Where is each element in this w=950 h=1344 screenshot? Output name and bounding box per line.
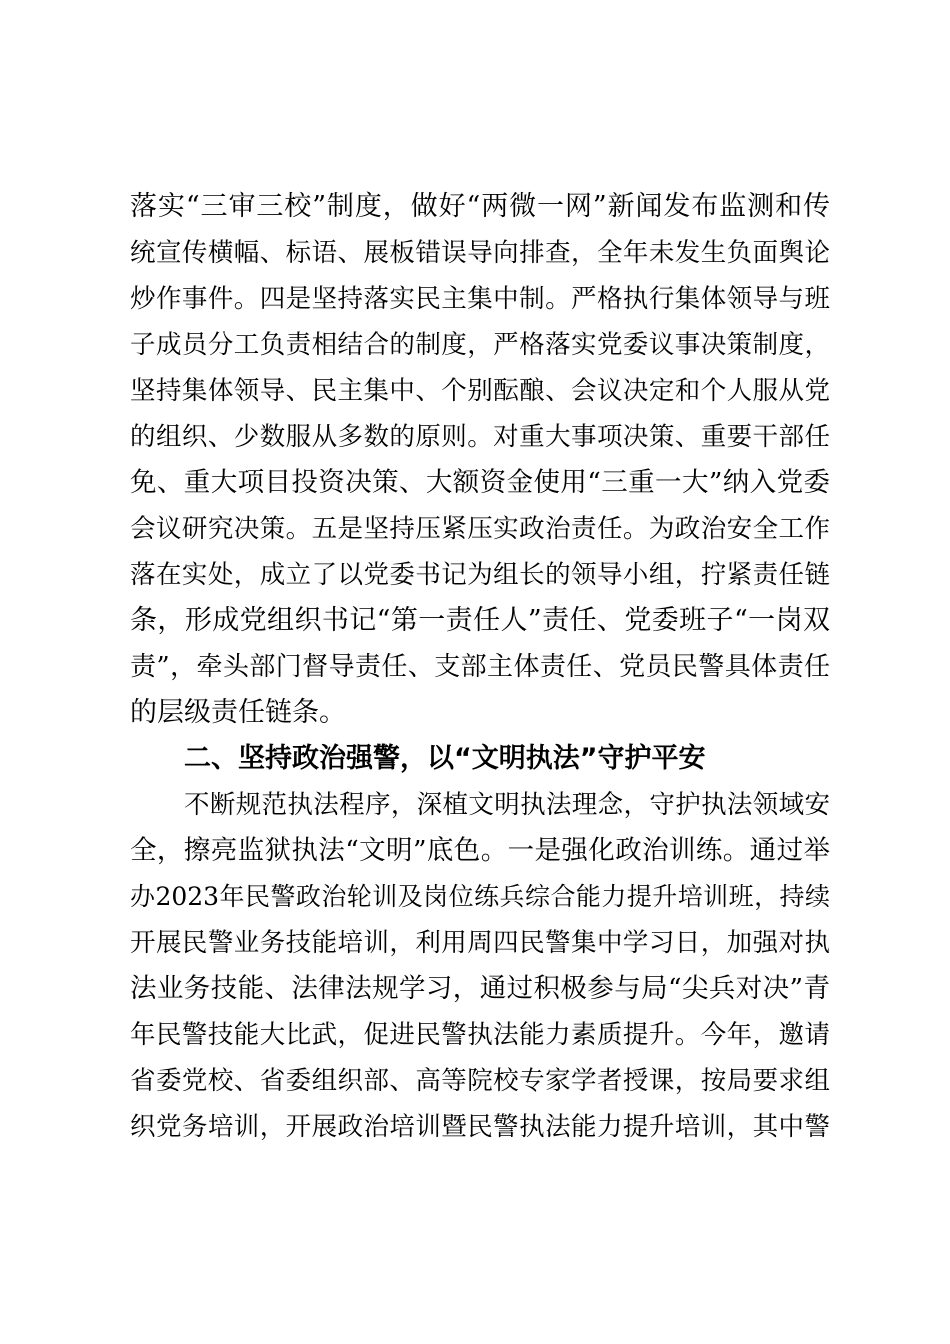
paragraph1-line-12: 的层级责任链条。 <box>130 697 346 728</box>
paragraph1-line-3: 炒作事件。四是坚持落实民主集中制。严格执行集体领导与班 <box>130 284 830 314</box>
paragraph2-line-2: 全，擦亮监狱执法“文明”底色。一是强化政治训练。通过举 <box>130 835 830 866</box>
paragraph2-line-5: 法业务技能、法律法规学习，通过积极参与局“尖兵对决”青 <box>130 973 830 1004</box>
paragraph2-line-4: 开展民警业务技能培训，利用周四民警集中学习日，加强对执 <box>130 928 830 958</box>
paragraph1-line-8: 会议研究决策。五是坚持压紧压实政治责任。为政治安全工作 <box>130 514 830 544</box>
paragraph1-line-11: 责”，牵头部门督导责任、支部主体责任、党员民警具体责任 <box>130 652 830 682</box>
paragraph2-line-8: 织党务培训，开展政治培训暨民警执法能力提升培训，其中警 <box>130 1112 830 1142</box>
paragraph2-line-3: 办2023年民警政治轮训及岗位练兵综合能力提升培训班，持续 <box>130 882 830 911</box>
section-heading-2: 二、坚持政治强警，以“文明执法”守护平安 <box>184 743 706 774</box>
paragraph1-line-6: 的组织、少数服从多数的原则。对重大事项决策、重要干部任 <box>130 422 830 452</box>
paragraph1-line-9: 落在实处，成立了以党委书记为组长的领导小组，拧紧责任链 <box>130 560 830 590</box>
paragraph2-line-6: 年民警技能大比武，促进民警执法能力素质提升。今年，邀请 <box>130 1020 830 1050</box>
paragraph1-line-5: 坚持集体领导、民主集中、个别酝酿、会议决定和个人服从党 <box>130 376 830 406</box>
paragraph1-line-4: 子成员分工负责相结合的制度，严格落实党委议事决策制度， <box>130 330 830 360</box>
paragraph1-line-7: 免、重大项目投资决策、大额资金使用“三重一大”纳入党委 <box>130 467 830 498</box>
paragraph1-line-1: 落实“三审三校”制度，做好“两微一网”新闻发布监测和传 <box>130 191 830 222</box>
paragraph1-line-10: 条，形成党组织书记“第一责任人”责任、党委班子“一岗双 <box>130 605 830 636</box>
paragraph2-line-1: 不断规范执法程序，深植文明执法理念，守护执法领域安 <box>184 790 830 820</box>
paragraph1-line-2: 统宣传横幅、标语、展板错误导向排查，全年未发生负面舆论 <box>130 238 830 268</box>
paragraph2-line-7: 省委党校、省委组织部、高等院校专家学者授课，按局要求组 <box>130 1066 830 1096</box>
